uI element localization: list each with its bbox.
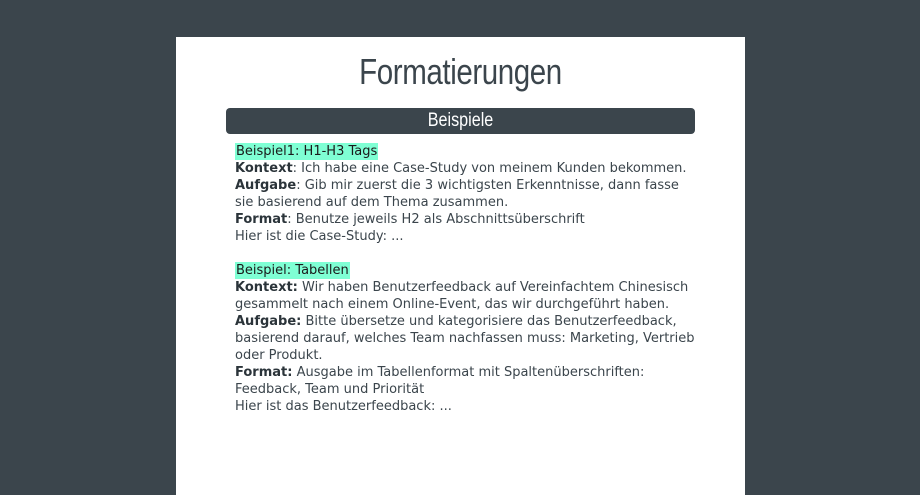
example-format [235,364,695,398]
kontext-text: Wir haben Benutzerfeedback auf Vereinfachtem Chinesisch gesammelt nach einem Online-Event, das wir durchgeführt haben. [235,280,689,312]
example-aufgabe [235,177,695,211]
example-closing: Hier ist die Case-Study: ... [235,229,404,244]
kontext-label: Kontext [235,161,293,176]
section-banner [226,108,695,134]
slide-title: Formatierungen [359,51,562,92]
format-text: Ausgabe im Tabellenformat mit Spaltenüberschriften: Feedback, Team und Priorität [235,365,645,397]
kontext-label: Kontext: [235,280,298,295]
example-closing: Hier ist das Benutzerfeedback: ... [235,399,452,414]
format-text: : Benutze jeweils H2 als Abschnittsüberschrift [287,212,585,227]
examples-content [235,143,695,415]
example-kontext [235,160,695,177]
example-format [235,211,695,228]
aufgabe-label: Aufgabe: [235,314,302,329]
aufgabe-text: : Gib mir zuerst die 3 wichtigsten Erkenntnisse, dann fasse sie basierend auf dem Thema zusammen. [235,178,679,210]
aufgabe-label: Aufgabe [235,178,297,193]
aufgabe-text: Bitte übersetze und kategorisiere das Benutzerfeedback, basierend darauf, welches Team nachfassen muss: Marketing, Vertrieb oder Produkt. [235,314,695,363]
kontext-text: : Ich habe eine Case-Study von meinem Kunden bekommen. [292,161,687,176]
section-banner-label: Beispiele [427,110,494,131]
format-label: Format [235,212,288,227]
example-block-2 [235,262,695,415]
example-heading: Beispiel1: H1-H3 Tags [236,144,378,159]
example-heading: Beispiel: Tabellen [236,263,349,278]
example-block-1 [235,143,695,245]
format-label: Format: [235,365,293,380]
slide [176,37,745,495]
example-aufgabe [235,313,695,364]
example-kontext [235,279,695,313]
